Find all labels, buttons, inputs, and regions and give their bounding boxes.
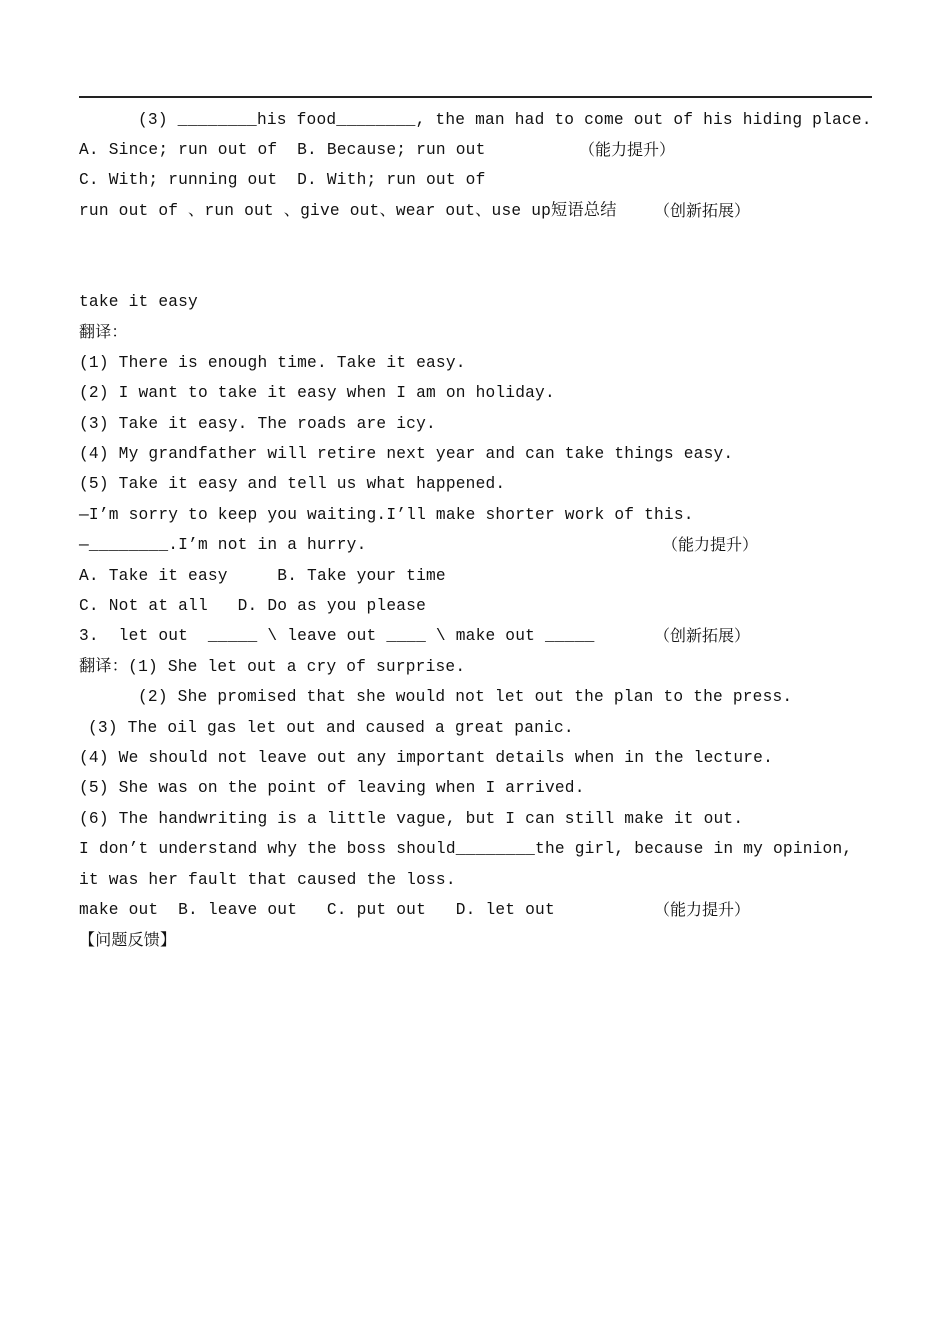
sentence-4: (4) My grandfather will retire next year and can take things easy. [79,445,734,463]
ability-tag: （能力提升） [662,535,759,554]
top-rule [79,96,872,98]
question-options: make out B. leave out C. put out D. let out [79,901,555,919]
innovation-tag: （创新拓展） [654,626,751,645]
question-3-options-cd: C. With; running out D. With; run out of [79,171,486,189]
sentence-5: (5) Take it easy and tell us what happened. [79,475,506,493]
let-out-sentence-2: (2) She promised that she would not let out the plan to the press. [138,688,793,706]
section-3-heading: 3. let out _____ \ leave out ____ \ make out _____ [79,627,595,645]
dialogue-line-2: —________.I’m not in a hurry. [79,536,367,554]
sentence-1: (1) There is enough time. Take it easy. [79,354,466,372]
question-3-stem: (3) ________his food________, the man had to come out of his hiding place. [138,111,872,129]
make-out-sentence-6: (6) The handwriting is a little vague, but I can still make it out. [79,810,744,828]
let-out-sentence-3: (3) The oil gas let out and caused a great panic. [88,719,574,737]
feedback-heading: 【问题反馈】 [79,930,177,949]
ability-tag: （能力提升） [579,140,676,159]
dialogue-line-1: —I’m sorry to keep you waiting.I’ll make shorter work of this. [79,506,694,524]
question-stem-line-2: it was her fault that caused the loss. [79,871,456,889]
leave-out-sentence-4: (4) We should not leave out any important details when in the lecture. [79,749,773,767]
dialogue-options-cd: C. Not at all D. Do as you please [79,597,426,615]
ability-tag: （能力提升） [654,900,751,919]
sentence-2: (2) I want to take it easy when I am on holiday. [79,384,555,402]
phrase-summary: run out of 、run out 、give out、wear out、use up短语总结 [79,202,617,220]
dialogue-options-ab: A. Take it easy B. Take your time [79,567,446,585]
sentence-3: (3) Take it easy. The roads are icy. [79,415,436,433]
leave-out-sentence-5: (5) She was on the point of leaving when I arrived. [79,779,585,797]
translate-label: 翻译： [79,322,128,341]
let-out-sentence-1: 翻译：(1) She let out a cry of surprise. [79,658,466,676]
question-3-options-ab: A. Since; run out of B. Because; run out [79,141,486,159]
section-title-take-it-easy: take it easy [79,293,198,311]
question-stem-line-1: I don’t understand why the boss should________the girl, because in my opinion, [79,840,853,858]
innovation-tag: （创新拓展） [654,201,751,220]
